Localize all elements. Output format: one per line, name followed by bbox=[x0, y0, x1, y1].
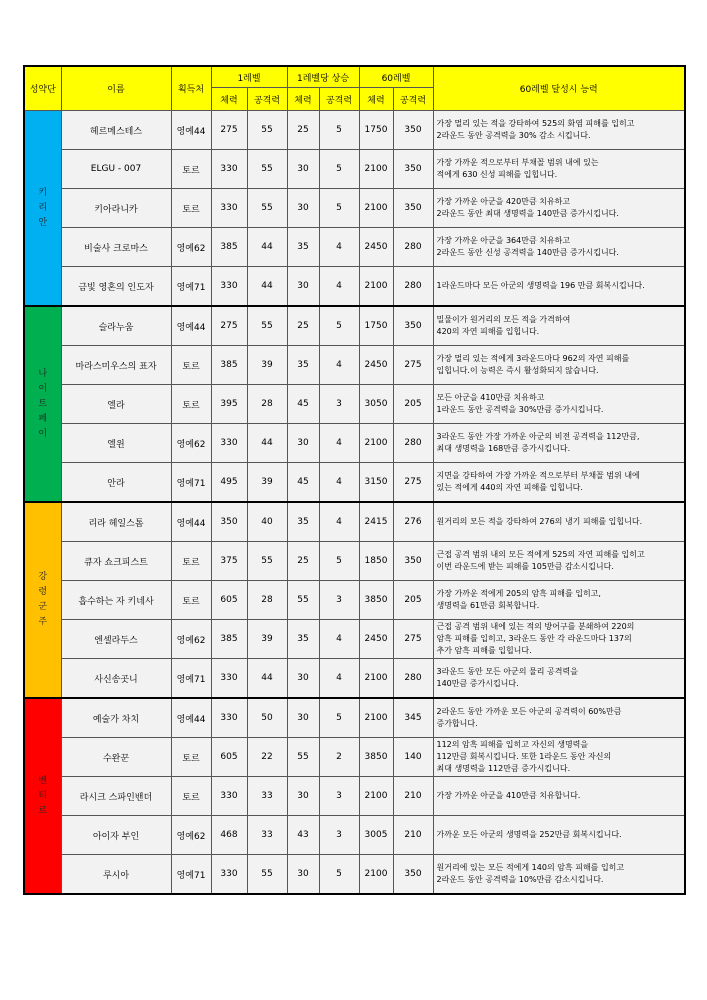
atk-level-60: 210 bbox=[393, 777, 433, 816]
atk-level-60: 350 bbox=[393, 542, 433, 581]
atk-per-level: 5 bbox=[319, 111, 359, 150]
atk-per-level: 3 bbox=[319, 581, 359, 620]
companion-name: 키아라니카 bbox=[61, 189, 171, 228]
hp-level-60: 3850 bbox=[359, 581, 393, 620]
atk-per-level: 5 bbox=[319, 542, 359, 581]
atk-level-1: 44 bbox=[247, 424, 287, 463]
table-row bbox=[24, 620, 685, 659]
hp-per-level: 30 bbox=[287, 777, 319, 816]
companion-source: 토르 bbox=[171, 581, 211, 620]
companion-source: 토르 bbox=[171, 738, 211, 777]
companion-source: 토르 bbox=[171, 777, 211, 816]
table-row bbox=[24, 777, 685, 816]
companion-name: 라시크 스파인밴더 bbox=[61, 777, 171, 816]
companion-name: 엔셀라두스 bbox=[61, 620, 171, 659]
atk-per-level: 3 bbox=[319, 777, 359, 816]
atk-level-1: 22 bbox=[247, 738, 287, 777]
atk-level-1: 55 bbox=[247, 150, 287, 189]
ability-description: 가장 멀리 있는 적을 강타하여 525의 화염 피해를 입히고 2라운드 동안 공격력을 30% 감소 시킵니다. bbox=[433, 111, 685, 150]
ability-description: 가장 가까운 아군을 410만큼 치유합니다. bbox=[433, 777, 685, 816]
atk-level-1: 55 bbox=[247, 189, 287, 228]
atk-level-1: 33 bbox=[247, 816, 287, 855]
faction-label: 나이트페이 bbox=[38, 368, 48, 439]
atk-level-1: 40 bbox=[247, 502, 287, 542]
atk-per-level: 5 bbox=[319, 855, 359, 895]
atk-level-60: 280 bbox=[393, 228, 433, 267]
faction-label: 강령군주 bbox=[38, 572, 48, 627]
table-row bbox=[24, 502, 685, 542]
hp-level-60: 1750 bbox=[359, 306, 393, 346]
hp-level-1: 330 bbox=[211, 189, 247, 228]
atk-per-level: 4 bbox=[319, 659, 359, 699]
atk-level-1: 39 bbox=[247, 620, 287, 659]
hp-level-1: 395 bbox=[211, 385, 247, 424]
atk-level-60: 280 bbox=[393, 267, 433, 307]
companion-name: 헤르메스테스 bbox=[61, 111, 171, 150]
hp-per-level: 25 bbox=[287, 542, 319, 581]
hp-per-level: 30 bbox=[287, 150, 319, 189]
hp-level-60: 1750 bbox=[359, 111, 393, 150]
hp-level-1: 385 bbox=[211, 346, 247, 385]
hp-level-1: 330 bbox=[211, 150, 247, 189]
atk-level-60: 350 bbox=[393, 189, 433, 228]
companion-source: 영예44 bbox=[171, 111, 211, 150]
companion-source: 영예62 bbox=[171, 620, 211, 659]
hp-per-level: 35 bbox=[287, 502, 319, 542]
atk-level-1: 44 bbox=[247, 659, 287, 699]
companion-source: 영예44 bbox=[171, 306, 211, 346]
header-row-1 bbox=[24, 66, 685, 88]
ability-description: 가까운 모든 아군의 생명력을 252만큼 회복시킵니다. bbox=[433, 816, 685, 855]
faction-cell bbox=[24, 698, 61, 894]
atk-per-level: 3 bbox=[319, 816, 359, 855]
companion-source: 토르 bbox=[171, 346, 211, 385]
atk-level-60: 140 bbox=[393, 738, 433, 777]
hp-level-60: 2100 bbox=[359, 659, 393, 699]
hp-level-1: 275 bbox=[211, 111, 247, 150]
atk-level-60: 275 bbox=[393, 463, 433, 503]
hp-per-level: 30 bbox=[287, 659, 319, 699]
ability-description: 2라운드 동안 가까운 모든 아군의 공격력이 60%만큼 증가합니다. bbox=[433, 698, 685, 738]
hp-level-60: 3850 bbox=[359, 738, 393, 777]
atk-per-level: 4 bbox=[319, 463, 359, 503]
companion-name: 흡수하는 자 키네사 bbox=[61, 581, 171, 620]
table-row bbox=[24, 738, 685, 777]
atk-per-level: 5 bbox=[319, 306, 359, 346]
companion-source: 영예71 bbox=[171, 855, 211, 895]
atk-per-level: 4 bbox=[319, 228, 359, 267]
atk-per-level: 3 bbox=[319, 385, 359, 424]
companion-name: 사신송곳니 bbox=[61, 659, 171, 699]
hp-level-1: 468 bbox=[211, 816, 247, 855]
table-row bbox=[24, 424, 685, 463]
atk-level-60: 350 bbox=[393, 306, 433, 346]
companion-name: 루시아 bbox=[61, 855, 171, 895]
table-row bbox=[24, 306, 685, 346]
atk-per-level: 5 bbox=[319, 189, 359, 228]
companion-name: 마라스미우스의 표자 bbox=[61, 346, 171, 385]
companion-source: 영예62 bbox=[171, 228, 211, 267]
hp-per-level: 55 bbox=[287, 738, 319, 777]
table-row bbox=[24, 698, 685, 738]
companion-source: 영예44 bbox=[171, 698, 211, 738]
table-row bbox=[24, 855, 685, 895]
atk-per-level: 5 bbox=[319, 698, 359, 738]
table-row bbox=[24, 189, 685, 228]
table-row bbox=[24, 385, 685, 424]
table-row bbox=[24, 228, 685, 267]
ability-description: 원거리에 있는 모든 적에게 140의 암흑 피해를 입히고 2라운드 동안 공격력을 10%만큼 감소시킵니다. bbox=[433, 855, 685, 895]
ability-description: 112의 암흑 피해를 입히고 자신의 생명력을 112만큼 회복시킵니다. 또한 1라운드 동안 자신의 최대 생명력을 112만큼 증가시킵니다. bbox=[433, 738, 685, 777]
atk-level-1: 39 bbox=[247, 346, 287, 385]
atk-per-level: 4 bbox=[319, 267, 359, 307]
faction-label: 키리안 bbox=[38, 187, 48, 228]
ability-description: 3라운드 동안 모든 아군의 물리 공격력을 140만큼 증가시킵니다. bbox=[433, 659, 685, 699]
hp-level-60: 2450 bbox=[359, 346, 393, 385]
header-level-1: 1레벨 bbox=[211, 66, 287, 88]
atk-level-1: 33 bbox=[247, 777, 287, 816]
companion-name: 엘윈 bbox=[61, 424, 171, 463]
header-atk-1: 공격력 bbox=[247, 88, 287, 111]
atk-level-60: 205 bbox=[393, 581, 433, 620]
companion-name: 비술사 크로마스 bbox=[61, 228, 171, 267]
header-source: 획득처 bbox=[171, 66, 211, 111]
companion-name: ELGU - 007 bbox=[61, 150, 171, 189]
companion-source: 토르 bbox=[171, 150, 211, 189]
hp-level-60: 3005 bbox=[359, 816, 393, 855]
ability-description: 근접 공격 범위 내에 있는 적의 방어구를 분쇄하여 220의 암흑 피해를 입히고, 3라운드 동안 각 라운드마다 137의 추가 암흑 피해를 입힙니다. bbox=[433, 620, 685, 659]
hp-level-60: 2100 bbox=[359, 855, 393, 895]
atk-level-1: 55 bbox=[247, 855, 287, 895]
atk-per-level: 4 bbox=[319, 620, 359, 659]
atk-level-1: 50 bbox=[247, 698, 287, 738]
atk-level-1: 44 bbox=[247, 228, 287, 267]
table-row bbox=[24, 150, 685, 189]
header-atk-60: 공격력 bbox=[393, 88, 433, 111]
companion-table bbox=[23, 65, 686, 895]
atk-per-level: 4 bbox=[319, 502, 359, 542]
hp-per-level: 30 bbox=[287, 267, 319, 307]
ability-description: 밀물이가 원거리의 모든 적을 가격하여 420의 자연 피해를 입힙니다. bbox=[433, 306, 685, 346]
hp-level-1: 330 bbox=[211, 698, 247, 738]
header-per-level: 1레벨당 상승 bbox=[287, 66, 359, 88]
hp-level-60: 2100 bbox=[359, 189, 393, 228]
ability-description: 원거리의 모든 적을 강타하여 276의 냉기 피해를 입힙니다. bbox=[433, 502, 685, 542]
companion-source: 토르 bbox=[171, 189, 211, 228]
atk-per-level: 4 bbox=[319, 346, 359, 385]
hp-level-60: 2100 bbox=[359, 424, 393, 463]
companion-name: 아이자 부인 bbox=[61, 816, 171, 855]
atk-per-level: 2 bbox=[319, 738, 359, 777]
hp-level-1: 495 bbox=[211, 463, 247, 503]
atk-level-1: 28 bbox=[247, 385, 287, 424]
hp-level-1: 330 bbox=[211, 267, 247, 307]
companion-source: 영예71 bbox=[171, 659, 211, 699]
ability-description: 3라운드 동안 가장 가까운 아군의 비전 공격력을 112만큼, 최대 생명력을 168만큼 증가시킵니다. bbox=[433, 424, 685, 463]
table-row bbox=[24, 111, 685, 150]
hp-level-60: 2100 bbox=[359, 777, 393, 816]
hp-level-1: 275 bbox=[211, 306, 247, 346]
table-row bbox=[24, 346, 685, 385]
header-name: 이름 bbox=[61, 66, 171, 111]
hp-level-60: 1850 bbox=[359, 542, 393, 581]
table-row bbox=[24, 542, 685, 581]
table-row bbox=[24, 463, 685, 503]
hp-level-1: 605 bbox=[211, 738, 247, 777]
companion-source: 토르 bbox=[171, 542, 211, 581]
atk-level-60: 345 bbox=[393, 698, 433, 738]
hp-level-60: 2450 bbox=[359, 228, 393, 267]
atk-level-1: 39 bbox=[247, 463, 287, 503]
hp-level-60: 2415 bbox=[359, 502, 393, 542]
ability-description: 가장 가까운 적으로부터 부채꼴 범위 내에 있는 적에게 630 신성 피해를 입힙니다. bbox=[433, 150, 685, 189]
header-hp-1: 체력 bbox=[211, 88, 247, 111]
hp-level-60: 2100 bbox=[359, 150, 393, 189]
header-level-60: 60레벨 bbox=[359, 66, 433, 88]
atk-level-60: 210 bbox=[393, 816, 433, 855]
hp-per-level: 45 bbox=[287, 385, 319, 424]
hp-per-level: 35 bbox=[287, 346, 319, 385]
hp-per-level: 35 bbox=[287, 620, 319, 659]
header-faction: 성약단 bbox=[24, 66, 61, 111]
hp-level-1: 385 bbox=[211, 228, 247, 267]
ability-description: 가장 가까운 아군을 420만큼 치유하고 2라운드 동안 최대 생명력을 140만큼 증가시킵니다. bbox=[433, 189, 685, 228]
companion-source: 영예62 bbox=[171, 816, 211, 855]
atk-level-1: 55 bbox=[247, 542, 287, 581]
companion-source: 영예44 bbox=[171, 502, 211, 542]
faction-cell bbox=[24, 306, 61, 502]
hp-per-level: 45 bbox=[287, 463, 319, 503]
hp-level-1: 375 bbox=[211, 542, 247, 581]
hp-per-level: 43 bbox=[287, 816, 319, 855]
companion-source: 토르 bbox=[171, 385, 211, 424]
atk-level-1: 44 bbox=[247, 267, 287, 307]
hp-level-60: 3050 bbox=[359, 385, 393, 424]
hp-level-60: 2100 bbox=[359, 698, 393, 738]
header-hp-per-level: 체력 bbox=[287, 88, 319, 111]
faction-cell bbox=[24, 502, 61, 698]
hp-level-1: 330 bbox=[211, 777, 247, 816]
header-ability: 60레벨 달성시 능력 bbox=[433, 66, 685, 111]
atk-level-1: 28 bbox=[247, 581, 287, 620]
hp-level-1: 330 bbox=[211, 424, 247, 463]
companion-name: 슬라누움 bbox=[61, 306, 171, 346]
header-atk-per-level: 공격력 bbox=[319, 88, 359, 111]
faction-cell bbox=[24, 111, 61, 307]
atk-level-60: 280 bbox=[393, 424, 433, 463]
companion-name: 큐자 쇼크피스트 bbox=[61, 542, 171, 581]
atk-level-1: 55 bbox=[247, 111, 287, 150]
ability-description: 가장 가까운 아군을 364만큼 치유하고 2라운드 동안 신성 공격력을 140만큼 증가시킵니다. bbox=[433, 228, 685, 267]
table-row bbox=[24, 816, 685, 855]
companion-name: 수완꾼 bbox=[61, 738, 171, 777]
companion-name: 금빛 영혼의 인도자 bbox=[61, 267, 171, 307]
hp-level-1: 605 bbox=[211, 581, 247, 620]
companion-name: 예술가 차치 bbox=[61, 698, 171, 738]
atk-level-60: 275 bbox=[393, 346, 433, 385]
ability-description: 가장 멀리 있는 적에게 3라운드마다 962의 자연 피해를 입힙니다.이 능력은 즉시 활성화되지 않습니다. bbox=[433, 346, 685, 385]
atk-level-60: 276 bbox=[393, 502, 433, 542]
atk-level-60: 350 bbox=[393, 111, 433, 150]
atk-level-60: 275 bbox=[393, 620, 433, 659]
ability-description: 지면을 강타하여 가장 가까운 적으로부터 부채꼴 범위 내에 있는 적에게 440의 자연 피해를 입힙니다. bbox=[433, 463, 685, 503]
hp-level-1: 330 bbox=[211, 855, 247, 895]
hp-per-level: 25 bbox=[287, 306, 319, 346]
header-hp-60: 체력 bbox=[359, 88, 393, 111]
atk-level-60: 350 bbox=[393, 855, 433, 895]
atk-per-level: 4 bbox=[319, 424, 359, 463]
hp-level-60: 2100 bbox=[359, 267, 393, 307]
hp-level-1: 330 bbox=[211, 659, 247, 699]
hp-per-level: 55 bbox=[287, 581, 319, 620]
hp-per-level: 30 bbox=[287, 698, 319, 738]
ability-description: 1라운드마다 모든 아군의 생명력을 196 만큼 회복시킵니다. bbox=[433, 267, 685, 307]
hp-per-level: 25 bbox=[287, 111, 319, 150]
companion-source: 영예62 bbox=[171, 424, 211, 463]
faction-label: 벤티르 bbox=[38, 775, 48, 816]
atk-per-level: 5 bbox=[319, 150, 359, 189]
companion-name: 엘라 bbox=[61, 385, 171, 424]
hp-per-level: 30 bbox=[287, 424, 319, 463]
hp-level-1: 385 bbox=[211, 620, 247, 659]
ability-description: 모든 아군을 410만큼 치유하고 1라운드 동안 공격력을 30%만큼 증가시킵니다. bbox=[433, 385, 685, 424]
companion-name: 리라 헤일스톰 bbox=[61, 502, 171, 542]
table-row bbox=[24, 581, 685, 620]
ability-description: 근접 공격 범위 내의 모든 적에게 525의 자연 피해를 입히고 이번 라운드에 받는 피해를 105만큼 감소시킵니다. bbox=[433, 542, 685, 581]
atk-level-1: 55 bbox=[247, 306, 287, 346]
hp-per-level: 30 bbox=[287, 189, 319, 228]
atk-level-60: 205 bbox=[393, 385, 433, 424]
companion-name: 안라 bbox=[61, 463, 171, 503]
ability-description: 가장 가까운 적에게 205의 암흑 피해를 입히고, 생명력을 61만큼 회복합니다. bbox=[433, 581, 685, 620]
companion-source: 영예71 bbox=[171, 463, 211, 503]
companion-source: 영예71 bbox=[171, 267, 211, 307]
hp-level-60: 2450 bbox=[359, 620, 393, 659]
hp-per-level: 35 bbox=[287, 228, 319, 267]
atk-level-60: 280 bbox=[393, 659, 433, 699]
table-row bbox=[24, 267, 685, 307]
hp-level-60: 3150 bbox=[359, 463, 393, 503]
hp-level-1: 350 bbox=[211, 502, 247, 542]
atk-level-60: 350 bbox=[393, 150, 433, 189]
table-row bbox=[24, 659, 685, 699]
hp-per-level: 30 bbox=[287, 855, 319, 895]
